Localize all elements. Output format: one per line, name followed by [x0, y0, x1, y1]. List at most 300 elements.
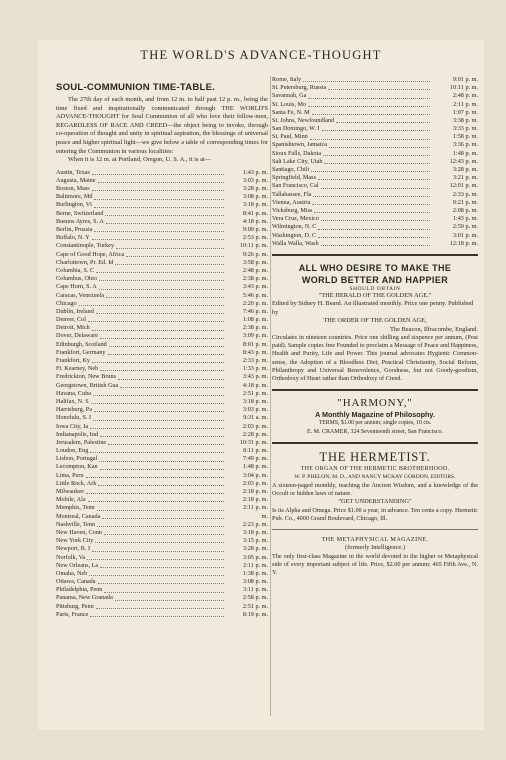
local-time: 3:28 p. m.: [242, 545, 268, 553]
local-time: 3:43 p. m.: [242, 373, 268, 381]
metaphysical-advertisement: [272, 536, 478, 577]
time-table-title: SOUL-COMMUNION TIME-TABLE.: [56, 82, 216, 93]
dot-leader: [93, 395, 224, 396]
time-table-row: [56, 504, 268, 512]
column-divider: [270, 76, 271, 716]
city-name: Cape Horn, S. A: [56, 283, 97, 291]
dot-leader: [324, 163, 430, 164]
city-name: Denver, Col: [56, 316, 86, 324]
local-time: 2:18 p. m.: [242, 488, 268, 496]
local-time: 3:04 p. m.: [242, 471, 268, 479]
city-name: Rome, Italy: [272, 75, 302, 83]
dot-leader: [97, 526, 224, 527]
local-time: 3:15 p. m.: [242, 537, 268, 545]
local-time: 1:43 p. m.: [452, 215, 478, 223]
dot-leader: [90, 452, 224, 453]
divider: [272, 389, 478, 391]
local-time: 1:07 p. m.: [452, 108, 478, 116]
dot-leader: [115, 264, 224, 265]
local-time: m.: [261, 512, 268, 520]
dot-leader: [92, 190, 224, 191]
dot-leader: [96, 608, 224, 609]
city-name: Lecompton, Kan: [56, 463, 98, 471]
time-table-row: [56, 447, 268, 455]
time-table-row: [56, 414, 268, 422]
time-table-row: [56, 513, 268, 521]
city-name: Frankfort, Ky: [56, 357, 91, 365]
dot-leader: [108, 354, 225, 355]
local-time: 3:28 p. m.: [242, 185, 268, 193]
time-table-row: [56, 349, 268, 357]
time-table-row: [56, 423, 268, 431]
time-table-row: [272, 150, 478, 158]
time-table-row: [56, 169, 268, 177]
city-name: Buenos Ayres, S. A: [56, 217, 104, 225]
local-time: 1:43 p. m.: [242, 168, 268, 176]
dot-leader: [321, 220, 430, 221]
local-time: 9:31 a. m.: [243, 414, 268, 422]
city-name: Santa Fe, N. M: [272, 108, 310, 116]
dot-leader: [86, 477, 225, 478]
local-time: 2:11 p. m.: [243, 561, 268, 569]
dot-leader: [313, 196, 430, 197]
dot-leader: [108, 444, 224, 445]
dot-leader: [90, 616, 224, 617]
city-name: Edinburgh, Scotland: [56, 340, 107, 348]
local-time: 3:09 p. m.: [242, 332, 268, 340]
dot-leader: [98, 182, 224, 183]
dot-leader: [92, 330, 224, 331]
local-time: 2:08 p. m.: [452, 206, 478, 214]
local-time: 2:20 p. m.: [242, 299, 268, 307]
time-table-row: [272, 207, 478, 215]
dot-leader: [94, 231, 224, 232]
city-name: Havana, Cuba: [56, 389, 92, 397]
dot-leader: [91, 403, 224, 404]
local-time: 8:01 p. m.: [242, 340, 268, 348]
local-time: 2:48 p. m.: [452, 92, 478, 100]
dot-leader: [303, 81, 430, 82]
harmony-title: "HARMONY,": [337, 397, 413, 410]
hermetist-organ: THE ORGAN OF THE HERMETIC BROTHERHOOD.: [300, 466, 450, 472]
city-name: Ft. Kearney, Neb: [56, 365, 99, 373]
hermetist-advertisement: [272, 450, 478, 523]
dot-leader: [86, 493, 224, 494]
local-time: 3:18 p. m.: [242, 397, 268, 405]
local-time: 9:01 p. m.: [452, 75, 478, 83]
city-name: Indianapolis, Ind: [56, 430, 98, 438]
dot-leader: [88, 501, 224, 502]
city-name: Memphis, Tenn: [56, 504, 95, 512]
local-time: 10:11 p. m.: [450, 84, 478, 92]
herald-head-1: ALL WHO DESIRE TO MAKE THE: [298, 262, 452, 273]
time-table-row: [56, 529, 268, 537]
local-time: 3:08 p. m.: [242, 578, 268, 586]
dot-leader: [89, 575, 224, 576]
local-time: 7:46 p. m.: [242, 307, 268, 315]
dot-leader: [322, 130, 430, 131]
hermetist-body-1: A sixteen-paged monthly, teaching the Ancient Wisdom, and a knowledge of the Occult or hidden laws of nature.: [272, 481, 478, 498]
time-table-row: [56, 234, 268, 242]
city-name: Augusta, Maine: [56, 176, 96, 184]
dot-leader: [100, 436, 224, 437]
city-name: Columbia, S. C: [56, 266, 95, 274]
time-table-row: [272, 223, 478, 231]
local-time: 2:23 p. m.: [242, 520, 268, 528]
time-table-row: [272, 84, 478, 92]
dot-leader: [99, 461, 224, 462]
local-time: 9:26 p. m.: [242, 250, 268, 258]
local-time: 2:28 p. m.: [242, 430, 268, 438]
local-time: 12:01 p. m.: [449, 182, 478, 190]
city-name: Cape of Good Hope, Africa: [56, 250, 125, 258]
dot-leader: [100, 469, 224, 470]
dot-leader: [97, 510, 224, 511]
city-name: Charlottown, Pr. Ed. Id: [56, 258, 114, 266]
city-name: Santiago, Chili: [272, 166, 310, 174]
city-name: Caracas, Venezuela: [56, 291, 104, 299]
time-table-row: [272, 199, 478, 207]
time-table-row: [272, 174, 478, 182]
city-name: Vera Cruz, Mexico: [272, 215, 319, 223]
time-table-row: [56, 570, 268, 578]
city-name: New Orleans, La: [56, 561, 99, 569]
local-time: 2:38 p. m.: [242, 275, 268, 283]
dot-leader: [93, 420, 224, 421]
local-time: 7:49 p. m.: [242, 455, 268, 463]
local-time: 2:11 p. m.: [243, 504, 268, 512]
dot-leader: [94, 199, 224, 200]
dot-leader: [87, 559, 224, 560]
time-table-row: [272, 191, 478, 199]
dot-leader: [321, 245, 430, 246]
local-time: 3:18 p. m.: [242, 201, 268, 209]
time-table-row: [56, 439, 268, 447]
time-table-row: [272, 101, 478, 109]
city-name: Harrisburg, Pa: [56, 406, 92, 414]
city-name: Honolulu, S. I: [56, 414, 92, 422]
time-table-row: [56, 259, 268, 267]
dot-leader: [118, 379, 224, 380]
city-name: St. Petersburg, Russia: [272, 84, 327, 92]
city-name: Omaha, Neb: [56, 569, 88, 577]
city-name: Boston, Mass: [56, 185, 90, 193]
time-table-right: [272, 76, 478, 248]
time-table-row: [56, 177, 268, 185]
city-name: Montreal, Canada: [56, 512, 101, 520]
city-name: Sioux Falls, Dakota: [272, 149, 321, 157]
city-name: Fredrickton, New Bruns: [56, 373, 116, 381]
local-time: 10:11 p. m.: [240, 242, 268, 250]
dot-leader: [105, 215, 224, 216]
local-time: 3:33 p. m.: [452, 125, 478, 133]
right-column: [272, 76, 478, 577]
city-name: Jerusalem, Palestine: [56, 438, 107, 446]
dot-leader: [115, 600, 224, 601]
divider: [272, 442, 478, 444]
city-name: Salt Lake City, Utah: [272, 157, 323, 165]
time-table-row: [56, 406, 268, 414]
local-time: 1:38 p. m.: [242, 569, 268, 577]
city-name: Frankfort, Germany: [56, 348, 106, 356]
time-table-row: [56, 242, 268, 250]
city-name: Lima, Peru: [56, 471, 84, 479]
city-name: Loudon, Eng: [56, 447, 89, 455]
time-table-row: [56, 496, 268, 504]
time-table-row: [56, 464, 268, 472]
local-time: 8:43 p. m.: [242, 348, 268, 356]
local-time: 2:38 p. m.: [242, 324, 268, 332]
city-name: Dover, Delaware: [56, 332, 99, 340]
left-column: [56, 82, 268, 619]
time-table-row: [56, 545, 268, 553]
local-time: 2:03 p. m.: [242, 479, 268, 487]
magazine-page: [38, 40, 484, 730]
city-name: San Francisco, Cal: [272, 182, 319, 190]
city-name: Dublin, Ireland: [56, 307, 94, 315]
dot-leader: [98, 485, 224, 486]
time-table-row: [272, 117, 478, 125]
dot-leader: [92, 239, 224, 240]
dot-leader: [96, 272, 224, 273]
dot-leader: [92, 362, 224, 363]
city-name: Little Rock, Ark: [56, 479, 97, 487]
dot-leader: [95, 542, 224, 543]
time-table-row: [56, 275, 268, 283]
local-time: 3:36 p. m.: [452, 141, 478, 149]
time-table-row: [272, 109, 478, 117]
dot-leader: [79, 305, 224, 306]
local-time: 2:58 p. m.: [242, 594, 268, 602]
time-table-row: [56, 218, 268, 226]
dot-leader: [126, 256, 224, 257]
time-table-intro-portland: When it is 12 m. at Portland, Oregon, U. S. A., it is at—: [68, 156, 212, 164]
time-table-row: [56, 586, 268, 594]
city-name: Chicago: [56, 299, 77, 307]
time-table-row: [272, 92, 478, 100]
hermetist-title: THE HERMETIST.: [319, 450, 431, 464]
herald-should-obtain: SHOULD OBTAIN: [349, 285, 401, 292]
city-name: Washington, D. C: [272, 231, 317, 239]
hermetist-motto: "GET UNDERSTANDING": [338, 498, 412, 506]
city-name: Burlington, Vt: [56, 201, 92, 209]
local-time: 12:18 p. m.: [449, 239, 478, 247]
time-table-row: [56, 472, 268, 480]
city-name: Mobile, Ala: [56, 496, 86, 504]
dot-leader: [92, 174, 224, 175]
time-table-row: [56, 455, 268, 463]
time-table-row: [56, 398, 268, 406]
dot-leader: [100, 338, 224, 339]
local-time: 3:28 p. m.: [452, 166, 478, 174]
time-table-row: [56, 308, 268, 316]
dot-leader: [120, 387, 224, 388]
local-time: 10:31 p. m.: [239, 438, 268, 446]
local-time: 4:18 p. m.: [242, 217, 268, 225]
local-time: 3:58 p. m.: [242, 258, 268, 266]
time-table-row: [56, 324, 268, 332]
local-time: 1:48 p. m.: [452, 149, 478, 157]
time-table-row: [56, 537, 268, 545]
dot-leader: [318, 237, 430, 238]
city-name: Spanishtown, Jamaica: [272, 141, 327, 149]
herald-order: THE ORDER OF THE GOLDEN AGE,: [323, 317, 427, 325]
herald-head-2: WORLD BETTER AND HAPPIER: [301, 274, 449, 285]
city-name: St. Johns, Newfoundland: [272, 116, 335, 124]
dot-leader: [312, 204, 430, 205]
local-time: 2:18 p. m.: [242, 496, 268, 504]
local-time: 2:59 p. m.: [452, 223, 478, 231]
time-table-row: [272, 182, 478, 190]
time-table-row: [272, 215, 478, 223]
city-name: Berlin, Prussia: [56, 226, 93, 234]
harmony-publisher: E. M. CRAMER, 324 Seventeenth street, San Francisco.: [307, 428, 443, 435]
dot-leader: [308, 98, 430, 99]
divider: [272, 529, 478, 530]
local-time: 3:11 p. m.: [243, 586, 268, 594]
city-name: New York City: [56, 537, 94, 545]
local-time: 3:05 p. m.: [242, 553, 268, 561]
city-name: Ottawa, Canada: [56, 578, 96, 586]
herald-body: Circulates in nineteen countries. Price one shilling and sixpence per annum, (Post paid). Sample copies free Founded to proclaim a Message of Peace and Happiness, Health and Purity, Life and Power. This journal advocates Hygienic Common-sense, the Adoption of a Bloodless Diet, Practical Christianity, Social Reform, Philanthropy and Universal Benevolence, Goodness, but not Goody-goodism, Orthodoxy of Heart rather than Orthodoxy of Creed.: [272, 333, 478, 382]
herald-advertisement: [272, 262, 478, 383]
time-table-row: [272, 158, 478, 166]
time-table-row: [56, 283, 268, 291]
time-table-row: [272, 76, 478, 84]
city-name: Detroit, Mich: [56, 324, 90, 332]
city-name: Iowa City, Ia: [56, 422, 89, 430]
time-table-row: [56, 390, 268, 398]
time-table-row: [56, 316, 268, 324]
city-name: Savannah, Ga: [272, 92, 307, 100]
local-time: 3:21 p. m.: [452, 174, 478, 182]
local-time: 2:51 p. m.: [242, 389, 268, 397]
dot-leader: [323, 155, 430, 156]
time-table-row: [56, 603, 268, 611]
time-table-row: [272, 232, 478, 240]
dot-leader: [94, 207, 224, 208]
time-table-row: [56, 210, 268, 218]
city-name: Nashville, Tenn: [56, 520, 95, 528]
time-table-row: [56, 595, 268, 603]
city-name: St. Paul, Minn: [272, 133, 308, 141]
local-time: 2:53 p. m.: [242, 234, 268, 242]
dot-leader: [100, 370, 224, 371]
time-table-row: [56, 488, 268, 496]
herald-edited: Edited by Sidney H. Beard. An illustrated monthly. Price one penny. Published by: [272, 300, 474, 316]
time-table-row: [56, 480, 268, 488]
hermetist-editors: W. P. PHELON, M. D., AND NANCY MCKAY GORDON, EDITORS.: [294, 474, 456, 481]
time-table-row: [56, 267, 268, 275]
time-table-row: [56, 333, 268, 341]
city-name: Berne, Switzerland: [56, 209, 104, 217]
dot-leader: [98, 583, 224, 584]
city-name: Baltimore, Md: [56, 193, 93, 201]
divider: [272, 254, 478, 256]
time-table-row: [56, 226, 268, 234]
local-time: 1:33 p. m.: [242, 365, 268, 373]
local-time: 2:11 p. m.: [453, 100, 478, 108]
city-name: Austin, Texas: [56, 168, 90, 176]
city-name: Paris, France: [56, 610, 89, 618]
local-time: 1:08 p. m.: [242, 316, 268, 324]
local-time: 3:03 p. m.: [242, 406, 268, 414]
city-name: Halifax, N. S: [56, 397, 89, 405]
local-time: 2:48 p. m.: [242, 266, 268, 274]
dot-leader: [106, 223, 224, 224]
time-table-row: [56, 431, 268, 439]
city-name: Constantinople, Turkey: [56, 242, 115, 250]
city-name: Georgetown, British Gua: [56, 381, 119, 389]
local-time: 9:21 p. m.: [452, 198, 478, 206]
harmony-terms: TERMS, $1.00 per annum; single copies, 10 cts.: [318, 420, 432, 427]
time-table-intro: The 27th day of each month, and from 12 m. to half past 12 p. m., being the time fixed and inspirationally communicated through THE WORLD'S ADVANCE-THOUGHT for Soul Communion of all who love their fellow-men, REGARDLESS OF RACE AND CREED—the object being to invoke, through co-operation of thought and unity in spiritual aspiration, the blessings of universal peace and higher spiritual light—we give below a table of corresponding times for entering the Communion in various localities:: [56, 96, 268, 155]
metaphysical-title: THE METAPHYSICAL MAGAZINE.: [321, 536, 429, 544]
city-name: Tallahassee, Fla: [272, 190, 312, 198]
masthead: THE WORLD'S ADVANCE-THOUGHT: [140, 48, 382, 62]
dot-leader: [96, 313, 224, 314]
time-table-row: [56, 341, 268, 349]
dot-leader: [329, 147, 430, 148]
local-time: 2:51 p. m.: [242, 602, 268, 610]
city-name: Vienna, Austria: [272, 198, 311, 206]
local-time: 8:11 p. m.: [243, 447, 268, 455]
dot-leader: [310, 139, 430, 140]
dot-leader: [312, 114, 430, 115]
city-name: St. Louis, Mo: [272, 100, 307, 108]
local-time: 2:33 p. m.: [242, 357, 268, 365]
time-table-row: [272, 133, 478, 141]
time-table-row: [56, 300, 268, 308]
city-name: Panama, New Granada: [56, 594, 113, 602]
city-name: Norfolk, Va: [56, 553, 86, 561]
dot-leader: [104, 534, 224, 535]
time-table-row: [272, 166, 478, 174]
city-name: San Domingo, W. I: [272, 125, 320, 133]
metaphysical-body: The only first-class Magazine in the world devoted to the higher or Metaphysical side of every important subject of life. Price, $2.00 per annum: 465 Fifth Ave., N. Y.: [272, 552, 478, 577]
time-table-row: [56, 373, 268, 381]
local-time: 4:18 p. m.: [242, 381, 268, 389]
local-time: 2:33 p. m.: [452, 190, 478, 198]
dot-leader: [318, 179, 430, 180]
time-table-row: [56, 251, 268, 259]
dot-leader: [308, 106, 430, 107]
time-table-left: [56, 169, 268, 619]
time-table-row: [56, 562, 268, 570]
time-table-row: [56, 382, 268, 390]
hermetist-body-2: Is its Alpha and Omega. Price $1.00 a year, in advance. Ten cents a copy. Hermetic Pub. Co., 4000 Grand Boulevard, Chicago, Ill.: [272, 506, 478, 522]
dot-leader: [311, 171, 430, 172]
local-time: 12:43 p. m.: [449, 157, 478, 165]
dot-leader: [318, 229, 430, 230]
herald-title: "THE HERALD OF THE GOLDEN AGE.": [318, 291, 432, 299]
city-name: New Haven, Conn: [56, 528, 102, 536]
local-time: 3:08 p. m.: [242, 193, 268, 201]
local-time: 3:01 p. m.: [452, 231, 478, 239]
dot-leader: [104, 592, 224, 593]
time-table-row: [56, 357, 268, 365]
dot-leader: [109, 346, 224, 347]
dot-leader: [92, 551, 224, 552]
time-table-row: [56, 202, 268, 210]
time-table-row: [56, 554, 268, 562]
dot-leader: [321, 188, 430, 189]
local-time: 8:19 p. m.: [242, 610, 268, 618]
local-time: 3:38 p. m.: [452, 116, 478, 124]
dot-leader: [99, 280, 224, 281]
time-table-row: [56, 611, 268, 619]
city-name: Vicksburg, Miss: [272, 206, 313, 214]
